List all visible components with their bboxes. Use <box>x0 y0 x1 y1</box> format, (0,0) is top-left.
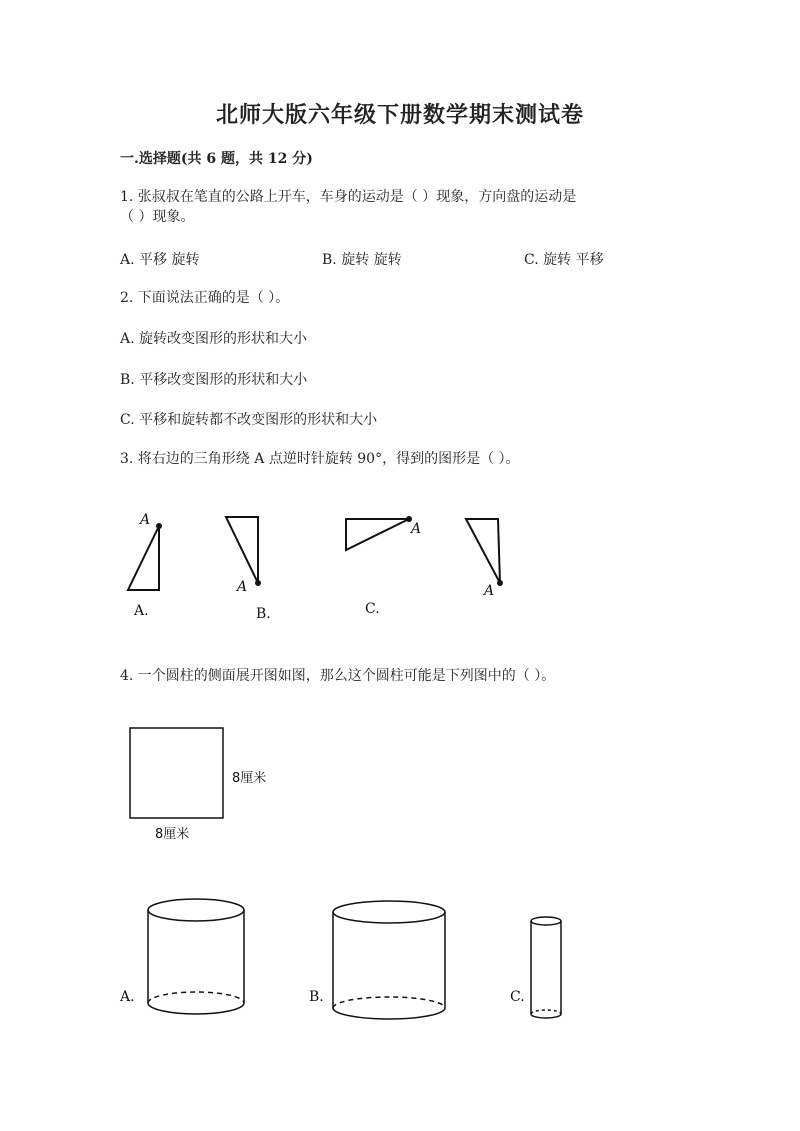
question-2-stem: 2. 下面说法正确的是（ ）。 <box>120 290 290 306</box>
cylinder-option-c-label[interactable]: C. <box>510 989 525 1005</box>
cylinder-c <box>531 917 561 1018</box>
question-3-stem: 3. 将右边的三角形绕 A 点逆时针旋转 90°，得到的图形是（ ）。 <box>120 451 520 467</box>
question-2-option-a[interactable]: A. 旋转改变图形的形状和大小 <box>120 331 308 347</box>
question-1-line-1: 1. 张叔叔在笔直的公路上开车，车身的运动是（ ）现象，方向盘的运动是 <box>120 189 577 205</box>
cylinder-option-b-label[interactable]: B. <box>309 989 324 1005</box>
cylinder-option-a-label[interactable]: A. <box>120 989 135 1005</box>
question-1-option-b[interactable]: B. 旋转 旋转 <box>322 252 402 268</box>
page-title: 北师大版六年级下册数学期末测试卷 <box>215 102 584 128</box>
bottom-length-label: 8厘米 <box>155 827 190 842</box>
question-1-line-2: （ ）现象。 <box>120 209 195 225</box>
point-a-label: A <box>140 512 151 528</box>
side-length-label: 8厘米 <box>232 771 267 786</box>
section-heading: 一.选择题(共 6 题，共 12 分) <box>120 151 313 167</box>
question-1-option-a[interactable]: A. 平移 旋转 <box>120 252 200 268</box>
figure-option-b-label[interactable]: B. <box>256 606 271 622</box>
question-1-option-c[interactable]: C. 旋转 平移 <box>524 252 604 268</box>
question-4-stem: 4. 一个圆柱的侧面展开图如图，那么这个圆柱可能是下列图中的（ ）。 <box>120 668 556 684</box>
question-2-option-b[interactable]: B. 平移改变图形的形状和大小 <box>120 372 308 388</box>
point-a-label: A <box>484 583 495 599</box>
cylinder-a <box>148 899 244 1014</box>
point-a-label: A <box>411 521 422 537</box>
question-2-option-c[interactable]: C. 平移和旋转都不改变图形的形状和大小 <box>120 412 378 428</box>
point-a-label: A <box>237 579 248 595</box>
cylinder-b <box>333 901 445 1019</box>
net-square <box>130 728 223 818</box>
figure-option-a-label[interactable]: A. <box>134 603 149 619</box>
figure-option-c-label[interactable]: C. <box>365 601 380 617</box>
